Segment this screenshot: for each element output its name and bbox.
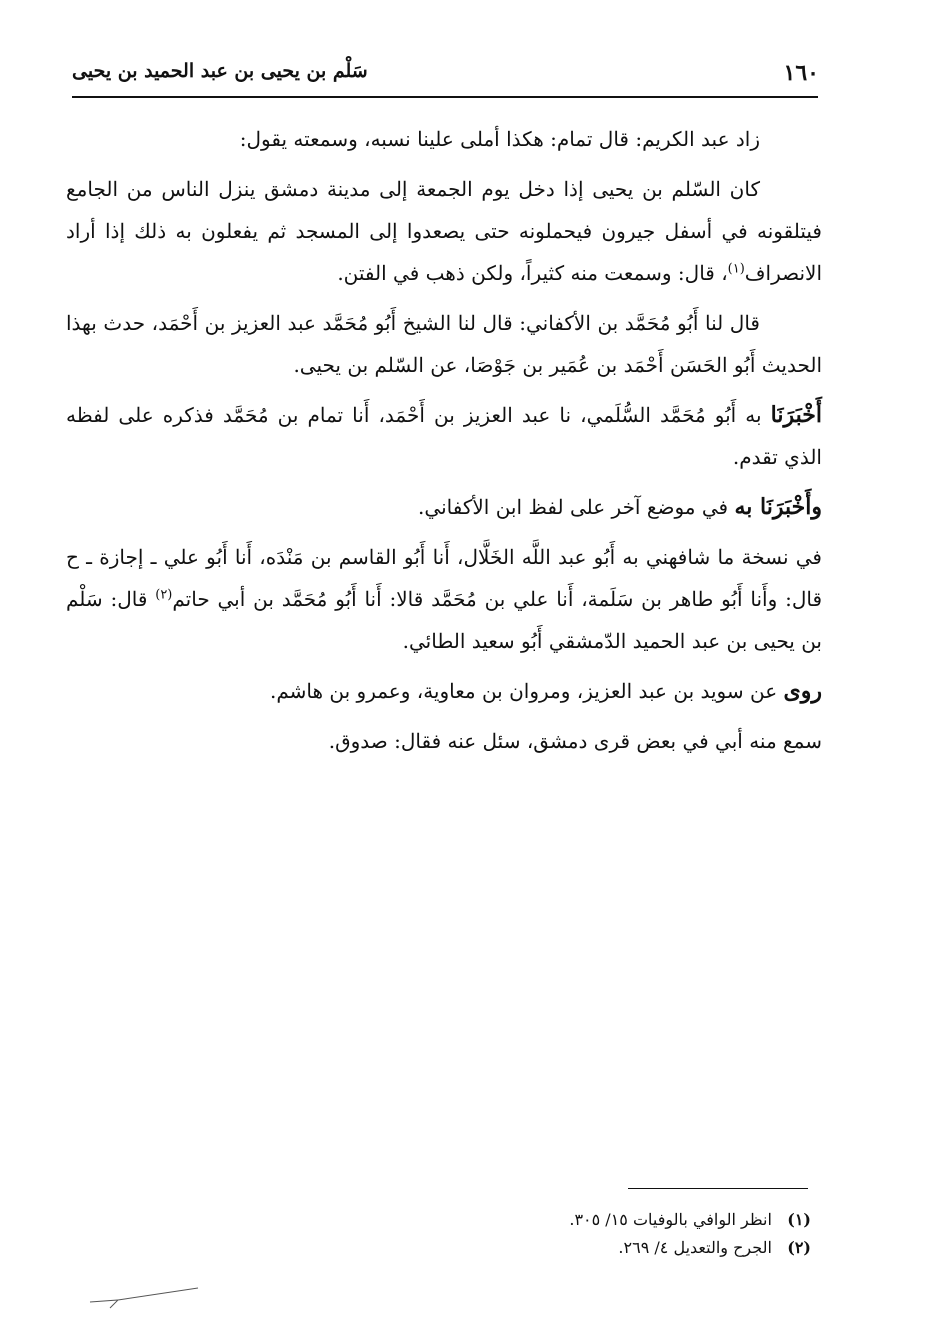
paragraph-2: [66, 168, 822, 294]
footnote-1: [371, 1206, 811, 1234]
main-text: [66, 118, 822, 770]
paragraph-7-text: عن سويد بن عبد العزيز، ومروان بن معاوية، وعمرو بن هاشم.: [269, 679, 784, 703]
paragraph-6: [66, 536, 822, 662]
footnotes: [371, 1206, 811, 1262]
footnote-ref-2[interactable]: (٢): [155, 587, 173, 603]
paragraph-3: [66, 302, 822, 386]
paragraph-6-text: في نسخة ما شافهني به أَبُو عبد اللَّه الخَلَّال، أَنا أَبُو القاسم بن مَنْدَه، أَنا أَبُو علي ـ إجازة ـ ح قال: وأَنا أَبُو طاهر بن سَلَمة، أَنا علي بن مُحَمَّد قالا: أَنا أَبُو مُحَمَّد بن أبي حاتم: [66, 545, 823, 611]
running-title: سَلْم بن يحيى بن عبد الحميد بن يحيى: [72, 60, 368, 82]
paragraph-1: [66, 118, 822, 160]
paragraph-6-text-end: قال: سَلْم بن يحيى بن عبد الحميد الدّمشقي أَبُو سعيد الطائي.: [66, 587, 822, 653]
footnote-ref-1[interactable]: (١): [727, 261, 745, 277]
paragraph-4-lead: أَخْبَرَنَا: [770, 402, 822, 428]
scan-stroke-mark: [88, 1282, 208, 1312]
paragraph-7-lead: روى: [783, 678, 822, 704]
page-number: ١٦٠: [783, 60, 819, 86]
paragraph-1-text: زاد عبد الكريم: قال تمام: هكذا أملى علينا نسبه، وسمعته يقول:: [239, 127, 760, 151]
paragraph-2-text: كان السّلم بن يحيى إذا دخل يوم الجمعة إلى مدينة دمشق ينزل الناس من الجامع فيتلقونه في أسفل جيرون فيحملونه حتى يصعدوا إلى المسجد ثم يفعلون به ذلك إذا أراد الانصراف: [66, 177, 822, 285]
paragraph-8-text: سمع منه أبي في بعض قرى دمشق، سئل عنه فقال: صدوق.: [328, 729, 822, 753]
footnote-2-number: (٢): [787, 1238, 811, 1257]
paragraph-2-text-end: ، قال: وسمعت منه كثيراً، ولكن ذهب في الفتن.: [337, 261, 728, 285]
footnote-rule: [628, 1188, 808, 1189]
paragraph-5: [66, 486, 822, 528]
paragraph-3-text: قال لنا أَبُو مُحَمَّد بن الأكفاني: قال لنا الشيخ أَبُو مُحَمَّد عبد العزيز بن أَحْمَد، حدث بهذا الحديث أَبُو الحَسَن أَحْمَد بن عُمَير بن جَوْصَا، عن السّلم بن يحيى.: [66, 311, 822, 377]
footnote-2: [371, 1234, 811, 1262]
paragraph-4: [66, 394, 822, 478]
header-rule: [72, 96, 818, 98]
paragraph-5-lead: وأَخْبَرَنَا به: [734, 494, 822, 520]
paragraph-5-text: في موضع آخر على لفظ ابن الأكفاني.: [418, 495, 735, 519]
paragraph-7: [66, 670, 822, 712]
paragraph-4-text: به أَبُو مُحَمَّد السُّلَمي، نا عبد العزيز بن أَحْمَد، أَنا تمام بن مُحَمَّد فذكره على لفظه الذي تقدم.: [66, 403, 822, 469]
footnote-1-text: انظر الوافي بالوفيات ١٥/ ٣٠٥.: [569, 1210, 772, 1229]
footnote-2-text: الجرح والتعديل ٤/ ٢٦٩.: [618, 1238, 772, 1257]
paragraph-8: [66, 720, 822, 762]
footnote-1-number: (١): [787, 1210, 811, 1229]
